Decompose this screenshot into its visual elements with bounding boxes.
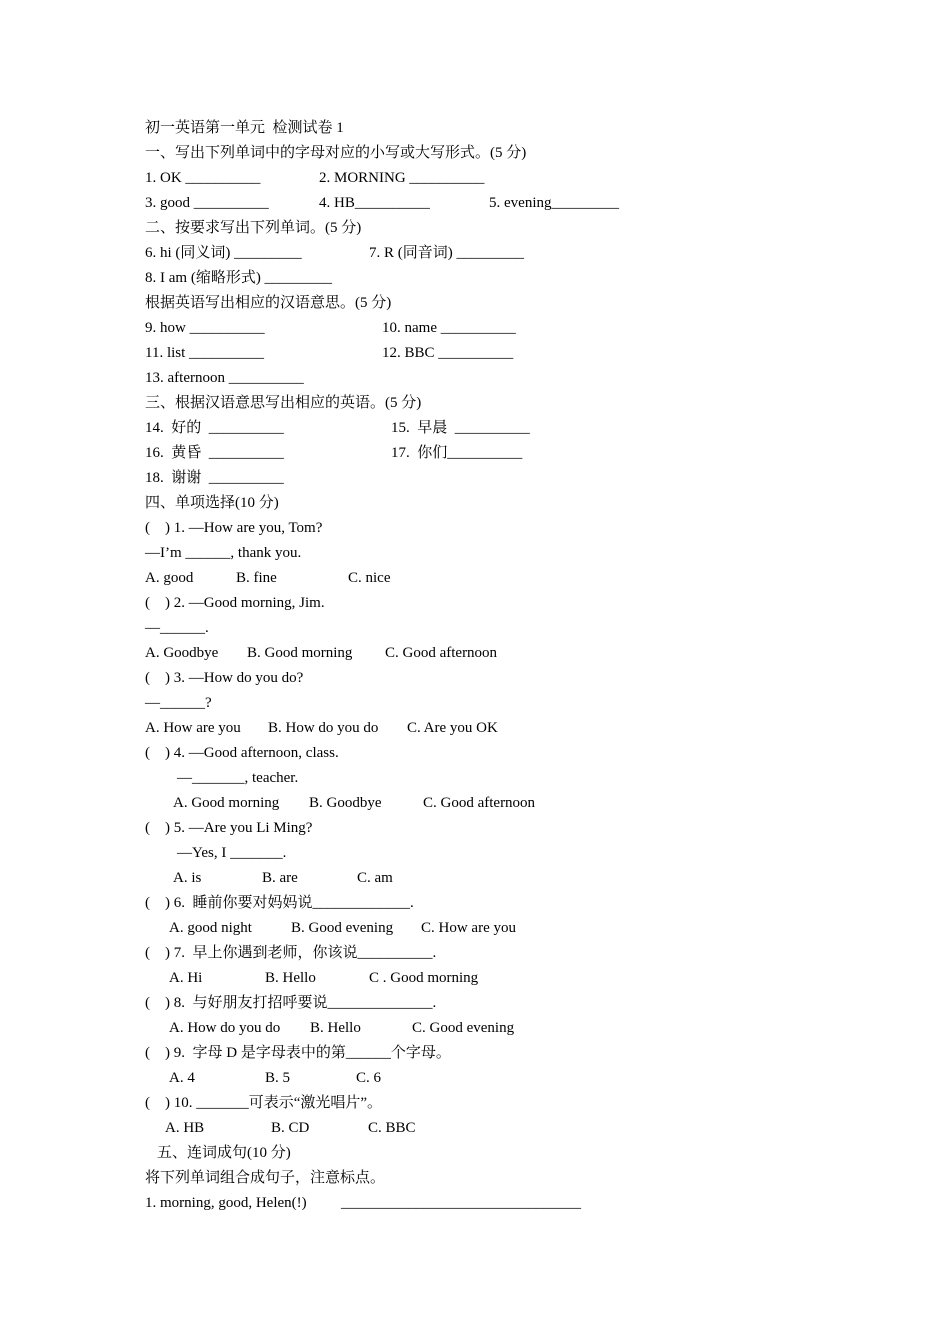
text-segment: ( ) 6. 睡前你要对妈妈说_____________. (145, 895, 414, 911)
text-segment: ( ) 10. _______可表示“激光唱片”。 (145, 1095, 383, 1111)
text-segment: C. 6 (356, 1070, 382, 1086)
text-segment: C. nice (348, 570, 391, 586)
text-segment: ________________________________ (341, 1195, 581, 1211)
text-segment: 初一英语第一单元 检测试卷 1 (145, 120, 344, 136)
text-segment: ( ) 4. —Good afternoon, class. (145, 745, 339, 761)
text-segment: B. Hello (265, 970, 316, 986)
text-segment: A. 4 (169, 1070, 195, 1086)
text-segment: 7. R (同音词) _________ (369, 245, 524, 261)
text-segment: B. Goodbye (309, 795, 382, 811)
text-segment: 18. 谢谢 __________ (145, 470, 284, 486)
text-segment: 将下列单词组合成句子，注意标点。 (145, 1170, 386, 1186)
text-segment: 四、单项选择(10 分) (145, 495, 279, 511)
text-segment: 10. name __________ (382, 320, 516, 336)
text-segment: 6. hi (同义词) _________ (145, 245, 302, 261)
text-segment: 1. morning, good, Helen(!) (145, 1195, 307, 1211)
text-segment: A. good night (169, 920, 252, 936)
text-segment: ( ) 1. —How are you, Tom? (145, 520, 323, 536)
text-segment: C. Good evening (412, 1020, 515, 1036)
text-segment: 14. 好的 __________ (145, 420, 284, 436)
text-segment: C. Good afternoon (423, 795, 536, 811)
text-segment: ( ) 8. 与好朋友打招呼要说______________. (145, 995, 437, 1011)
text-segment: ( ) 5. —Are you Li Ming? (145, 820, 313, 836)
text-segment: ( ) 2. —Good morning, Jim. (145, 595, 325, 611)
text-segment: —_______, teacher. (177, 770, 299, 786)
text-segment: A. Hi (169, 970, 203, 986)
text-segment: 11. list __________ (145, 345, 265, 361)
text-segment: C. How are you (421, 920, 516, 936)
text-segment: B. are (262, 870, 298, 886)
text-segment: 16. 黄昏 __________ (145, 445, 284, 461)
text-segment: 8. I am (缩略形式) _________ (145, 270, 333, 286)
text-segment: 2. MORNING __________ (319, 170, 485, 186)
text-segment: —______? (145, 695, 212, 711)
text-segment: 9. how __________ (145, 320, 265, 336)
text-segment: 12. BBC __________ (382, 345, 514, 361)
text-segment: B. Good evening (291, 920, 394, 936)
text-segment: B. 5 (265, 1070, 291, 1086)
text-segment: ( ) 3. —How do you do? (145, 670, 304, 686)
text-segment: ( ) 9. 字母 D 是字母表中的第______个字母。 (145, 1045, 451, 1061)
text-segment: A. good (145, 570, 194, 586)
text-segment: 17. 你们__________ (391, 445, 523, 461)
text-segment: A. Goodbye (145, 645, 219, 661)
text-segment: C. Good afternoon (385, 645, 498, 661)
text-segment: 3. good __________ (145, 195, 269, 211)
text-segment: B. How do you do (268, 720, 379, 736)
text-segment: C . Good morning (369, 970, 479, 986)
text-segment: 15. 早晨 __________ (391, 420, 530, 436)
text-segment: A. is (173, 870, 202, 886)
text-segment: ( ) 7. 早上你遇到老师，你该说__________. (145, 945, 437, 961)
text-segment: C. Are you OK (407, 720, 498, 736)
text-segment: 1. OK __________ (145, 170, 261, 186)
text-segment: B. Hello (310, 1020, 361, 1036)
text-segment: 5. evening_________ (489, 195, 619, 211)
text-segment: 4. HB__________ (319, 195, 430, 211)
text-segment: A. HB (165, 1120, 205, 1136)
text-segment: —I’m ______, thank you. (145, 545, 302, 561)
text-segment: B. CD (271, 1120, 310, 1136)
text-segment: 三、根据汉语意思写出相应的英语。(5 分) (145, 395, 422, 411)
text-segment: 二、按要求写出下列单词。(5 分) (145, 220, 362, 236)
text-segment: 13. afternoon __________ (145, 370, 304, 386)
text-segment: 根据英语写出相应的汉语意思。(5 分) (145, 295, 392, 311)
text-segment: —Yes, I _______. (177, 845, 287, 861)
text-segment: A. How do you do (169, 1020, 281, 1036)
text-segment: A. How are you (145, 720, 241, 736)
text-segment: C. BBC (368, 1120, 416, 1136)
text-segment: B. Good morning (247, 645, 353, 661)
text-segment: A. Good morning (173, 795, 280, 811)
text-segment: 五、连词成句(10 分) (157, 1145, 291, 1161)
text-segment: B. fine (236, 570, 277, 586)
text-segment: C. am (357, 870, 393, 886)
text-segment: —______. (145, 620, 209, 636)
text-segment: 一、写出下列单词中的字母对应的小写或大写形式。(5 分) (145, 145, 527, 161)
